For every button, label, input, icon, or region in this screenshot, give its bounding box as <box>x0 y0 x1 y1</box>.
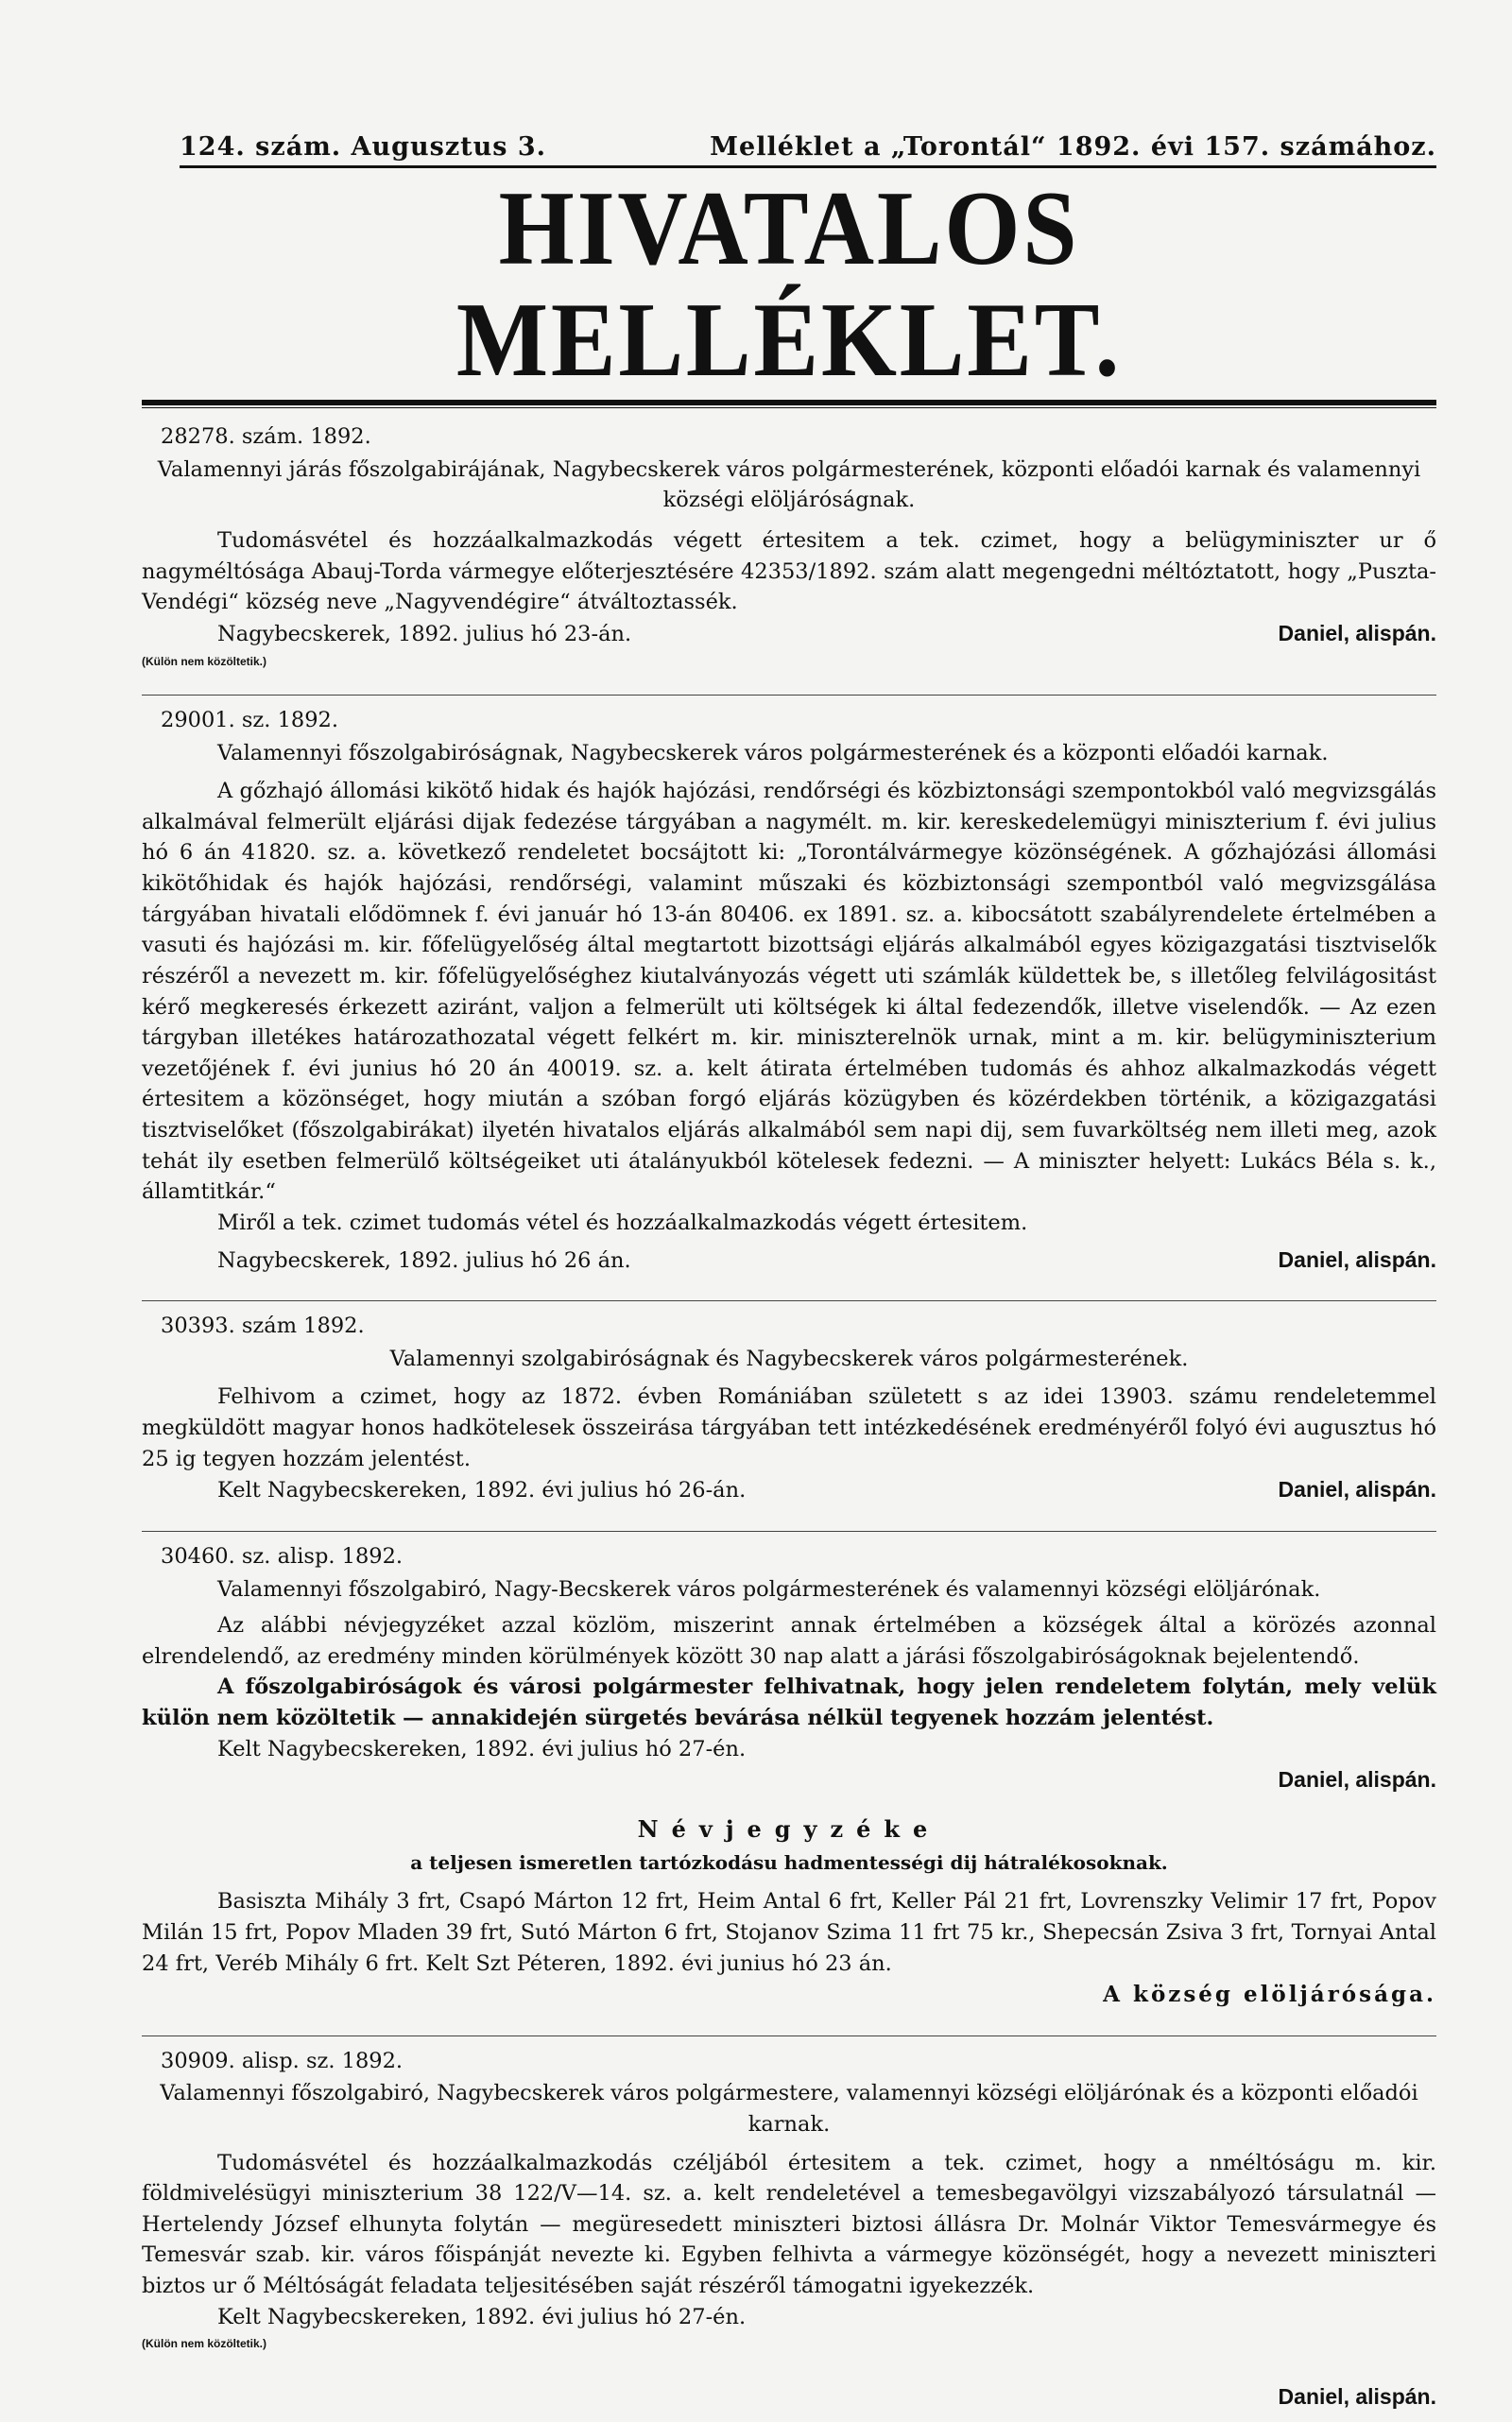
notice-29001 <box>142 705 1436 1276</box>
supplement-info: Melléklet a „Torontál“ 1892. évi 157. számához. <box>710 132 1436 162</box>
place-date: Kelt Nagybecskereken, 1892. évi julius hó 26-án. <box>217 1478 747 1503</box>
notice-number: 28278. szám. 1892. <box>161 424 371 450</box>
publication-note: (Külön nem közöltetik.) <box>142 654 266 668</box>
place-date: Nagybecskerek, 1892. julius hó 23-án. <box>217 621 632 646</box>
notice-closing <box>142 1245 1436 1277</box>
notice-28278 <box>142 421 1436 670</box>
signature: Daniel, alispán. <box>1278 2383 1436 2409</box>
publication-note: (Külön nem közöltetik.) <box>142 2337 266 2351</box>
signature: Daniel, alispán. <box>1278 1767 1436 1793</box>
notice-30460 <box>142 1541 1436 2011</box>
notice-number: 30909. alisp. sz. 1892. <box>161 2048 404 2073</box>
notice-address: Valamennyi szolgabiróságnak és Nagybecskerek város polgármesterének. <box>389 1346 1189 1371</box>
signature: Daniel, alispán. <box>1278 620 1436 645</box>
masthead-rule <box>142 400 1436 408</box>
notice-closing <box>142 1474 1436 1506</box>
separator <box>142 1300 1436 1301</box>
notice-paragraph: Miről a tek. czimet tudomás vétel és hozzáalkalmazkodás végett értesitem. <box>217 1210 1028 1235</box>
list-text: Basiszta Mihály 3 frt, Csapó Márton 12 frt, Heim Antal 6 frt, Keller Pál 21 frt, Lovrenszky Velimir 17 frt, Popov Milán 15 frt, Popov Mladen 39 frt, Sutó Márton 6 frt, Stojanov Szima 11 frt 75 kr., Shepecsán Zsiva 3 frt, Tornyai Antal 24 frt, Veréb Mihály 6 frt. Kelt Szt Péteren, 1892. évi junius hó 23 án. <box>142 1889 1436 1976</box>
issue-info: 124. szám. Augusztus 3. <box>180 132 547 162</box>
notice-address: Valamennyi járás főszolgabirájának, Nagybecskerek város polgármesterének, központi előadói karnak és valamennyi községi elöljáróságnak. <box>157 456 1421 513</box>
list-title: Névjegyzéke <box>637 1814 941 1843</box>
notice-bold-paragraph: A főszolgabiróságok és városi polgármester felhivatnak, hogy jelen rendeletem folytán, mely velük külön nem közöltetik — annakidején sürgetés bevárása nélkül tegyenek hozzám jelentést. <box>142 1675 1436 1731</box>
notice-closing <box>142 618 1436 650</box>
separator <box>142 695 1436 696</box>
place-date: Nagybecskerek, 1892. julius hó 26 án. <box>217 1247 631 1273</box>
place-date: Kelt Nagybecskereken, 1892. évi julius hó 27-én. <box>217 2304 747 2329</box>
notice-paragraph: Az alábbi névjegyzéket azzal közlöm, miszerint annak értelmében a községek által a körözés azonnal elrendelendő, az eredmény minden körülmények között 30 nap alatt a járási főszolgabiróságoknak bejelentendő. <box>142 1613 1436 1669</box>
list-subtitle: a teljesen ismeretlen tartózkodásu hadmentességi dij hátralékosoknak. <box>410 1851 1168 1875</box>
list-signature: A község elöljárósága. <box>1103 1982 1436 2008</box>
notice-paragraph: Tudomásvétel és hozzáalkalmazkodás végett értesitem a tek. czimet, hogy a belügyminiszter ur ő nagyméltósága Abauj-Torda vármegye előterjesztésére 42353/1892. szám alatt megengedni méltóztatott, hogy „Puszta-Vendégi“ község neve „Nagyvendégire“ átváltoztassék. <box>142 528 1436 615</box>
masthead-title: HIVATALOS MELLÉKLET. <box>455 170 1123 399</box>
notice-address: Valamennyi főszolgabiróságnak, Nagybecskerek város polgármesterének és a központi előadói karnak. <box>217 740 1329 765</box>
separator <box>142 1531 1436 1532</box>
signature: Daniel, alispán. <box>1278 1246 1436 1272</box>
page-content <box>142 132 1436 2413</box>
notice-30393 <box>142 1311 1436 1506</box>
notice-address: Valamennyi főszolgabiró, Nagybecskerek város polgármestere, valamennyi községi elöljárónak és a központi előadói karnak. <box>160 2081 1418 2137</box>
notice-number: 29001. sz. 1892. <box>161 707 338 732</box>
notice-number: 30393. szám 1892. <box>161 1314 365 1339</box>
notice-paragraph: Tudomásvétel és hozzáalkalmazkodás czéljából értesitem a tek. czimet, hogy a nméltóságu m. kir. földmivelésügyi miniszterium 38 122/V—14. sz. a. kelt rendeletével a temesbegavölgyi vizszabályozó társulatnál — Hertelendy József elhunyta folytán — megüresedett miniszteri biztosi állásra Dr. Molnár Viktor Temesvármegye és Temesvár szab. kir. város főispánját nevezte ki. Egyben felhivta a vármegye közönségét, hogy a nevezett miniszteri biztos ur ő Méltóságát feladata teljesitésében saját részéről támogatni igyekezzék. <box>142 2150 1436 2299</box>
notice-paragraph: Felhivom a czimet, hogy az 1872. évben Romániában született s az idei 13903. számu rendeletemmel megküldött magyar honos hadkötelesek összeirása tárgyában tett intézkedésének eredményéről folyó évi augusztus hó 25 ig tegyen hozzám jelentést. <box>142 1384 1436 1471</box>
header-line <box>180 132 1436 168</box>
notice-address: Valamennyi főszolgabiró, Nagy-Becskerek város polgármesterének és valamennyi községi elöljárónak. <box>217 1576 1321 1602</box>
notice-30909 <box>142 2046 1436 2413</box>
place-date: Kelt Nagybecskereken, 1892. évi julius hó 27-én. <box>217 1736 747 1761</box>
notice-number: 30460. sz. alisp. 1892. <box>161 1543 404 1569</box>
signature: Daniel, alispán. <box>1278 1477 1436 1503</box>
notice-paragraph: A gőzhajó állomási kikötő hidak és hajók hajózási, rendőrségi és közbiztonsági szempontokból való megvizsgálás alkalmával felmerült eljárási dijak fedezése tárgyában a nagymélt. m. kir. kereskedelemügyi miniszterium f. évi julius hó 6 án 41820. sz. a. következő rendeletet bocsájtott ki: „Torontálvármegye közönségének. A gőzhajózási állomási kikötőhidak és hajók hajózási, rendőrségi, valamint műszaki és közbiztonsági szempontból való megvizsgálása tárgyában hivatali elődömnek f. évi január hó 13-án 80406. ex 1891. sz. a. kibocsátott szabályrendelete értelmében a vasuti és hajózási m. kir. főfelügyelőség által megtartott bizottsági eljárás alkalmából egyes közigazgatási tisztviselők részéről a nevezett m. kir. főfelügyelőséghez kiutalványozás végett uti számlák küldettek be, s illetőleg felvilágositást kérő megkeresés érkezett aziránt, valjon a felmerült uti költségek ki által fedezendők, illetve viselendők. — Az ezen tárgyban illetékes határozathozatal végett felkért m. kir. miniszterelnök urnak, mint a m. kir. belügyminiszterium vezetőjének f. évi junius hó 20 án 40019. sz. a. kelt átirata értelmében tudomás és ahhoz alkalmazkodás végett értesitem a közönséget, hogy miután a szóban forgó eljárás közügyben és közérdekben történik, a közigazgatási tisztviselőket (főszolgabirákat) ilyetén hivatalos eljárás alkalmából sem napi dij, sem fuvarköltség nem illeti meg, azok tehát ily esetben felmerülő költségeiket uti átalányukból kötelesek fedezni. — A miniszter helyett: Lukács Béla s. k., államtitkár.“ <box>142 779 1436 1205</box>
